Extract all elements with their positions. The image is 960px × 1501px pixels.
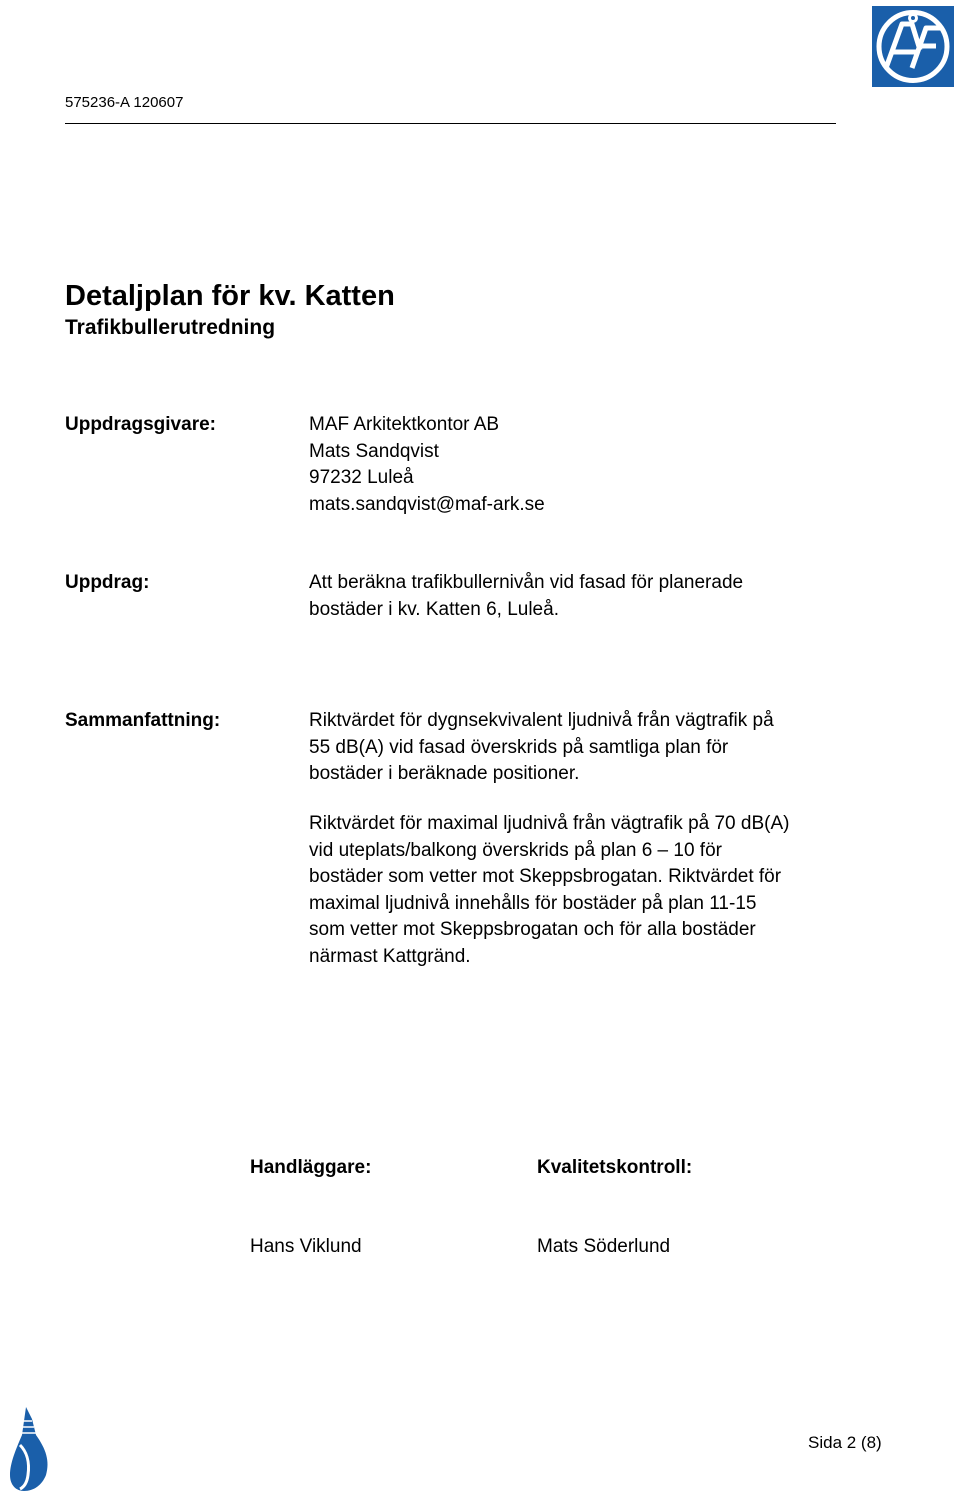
assignment-text xyxy=(309,570,849,623)
client-email: mats.sandqvist@maf-ark.se xyxy=(309,493,545,515)
client-line: MAF Arkitektkontor AB xyxy=(309,414,500,435)
summary-line: bostäder i beräknade positioner. xyxy=(309,763,580,784)
summary-line: Riktvärdet för maximal ljudnivå från vägtrafik på 70 dB(A) xyxy=(309,813,790,834)
assignment-label: Uppdrag: xyxy=(65,572,150,593)
summary-line: närmast Kattgränd. xyxy=(309,945,471,967)
summary-line: maximal ljudnivå innehålls för bostäder på plan 11-15 xyxy=(309,892,757,914)
summary-line: som vetter mot Skeppsbrogatan och för alla bostäder xyxy=(309,919,756,940)
assignment-line: bostäder i kv. Katten 6, Luleå. xyxy=(309,598,559,620)
assignment-line: Att beräkna trafikbullernivån vid fasad för planerade xyxy=(309,572,744,593)
qc-name: Mats Söderlund xyxy=(537,1236,671,1257)
summary-line: vid uteplats/balkong överskrids på plan 6 – 10 för xyxy=(309,839,722,861)
client-details xyxy=(309,412,849,518)
af-logo-icon xyxy=(872,6,954,87)
handler-label: Handläggare: xyxy=(250,1157,372,1178)
page-subtitle: Trafikbullerutredning xyxy=(65,316,276,339)
client-line: Mats Sandqvist xyxy=(309,440,439,462)
page-title: Detaljplan för kv. Katten xyxy=(65,280,395,312)
handler-name: Hans Viklund xyxy=(250,1236,362,1257)
summary-line: bostäder som vetter mot Skeppsbrogatan. Riktvärdet för xyxy=(309,866,782,887)
document-number: 575236-A 120607 xyxy=(65,94,184,111)
client-line: 97232 Luleå xyxy=(309,467,414,488)
client-label: Uppdragsgivare: xyxy=(65,414,216,435)
page-number: Sida 2 (8) xyxy=(808,1433,882,1452)
shell-logo-icon xyxy=(6,1405,52,1493)
summary-paragraph-1 xyxy=(309,708,849,788)
summary-line: 55 dB(A) vid fasad överskrids på samtliga plan för xyxy=(309,736,729,758)
summary-paragraph-2 xyxy=(309,811,849,970)
qc-label: Kvalitetskontroll: xyxy=(537,1157,693,1178)
header-divider xyxy=(65,123,836,124)
summary-label: Sammanfattning: xyxy=(65,710,221,731)
summary-line: Riktvärdet för dygnsekvivalent ljudnivå från vägtrafik på xyxy=(309,710,774,731)
